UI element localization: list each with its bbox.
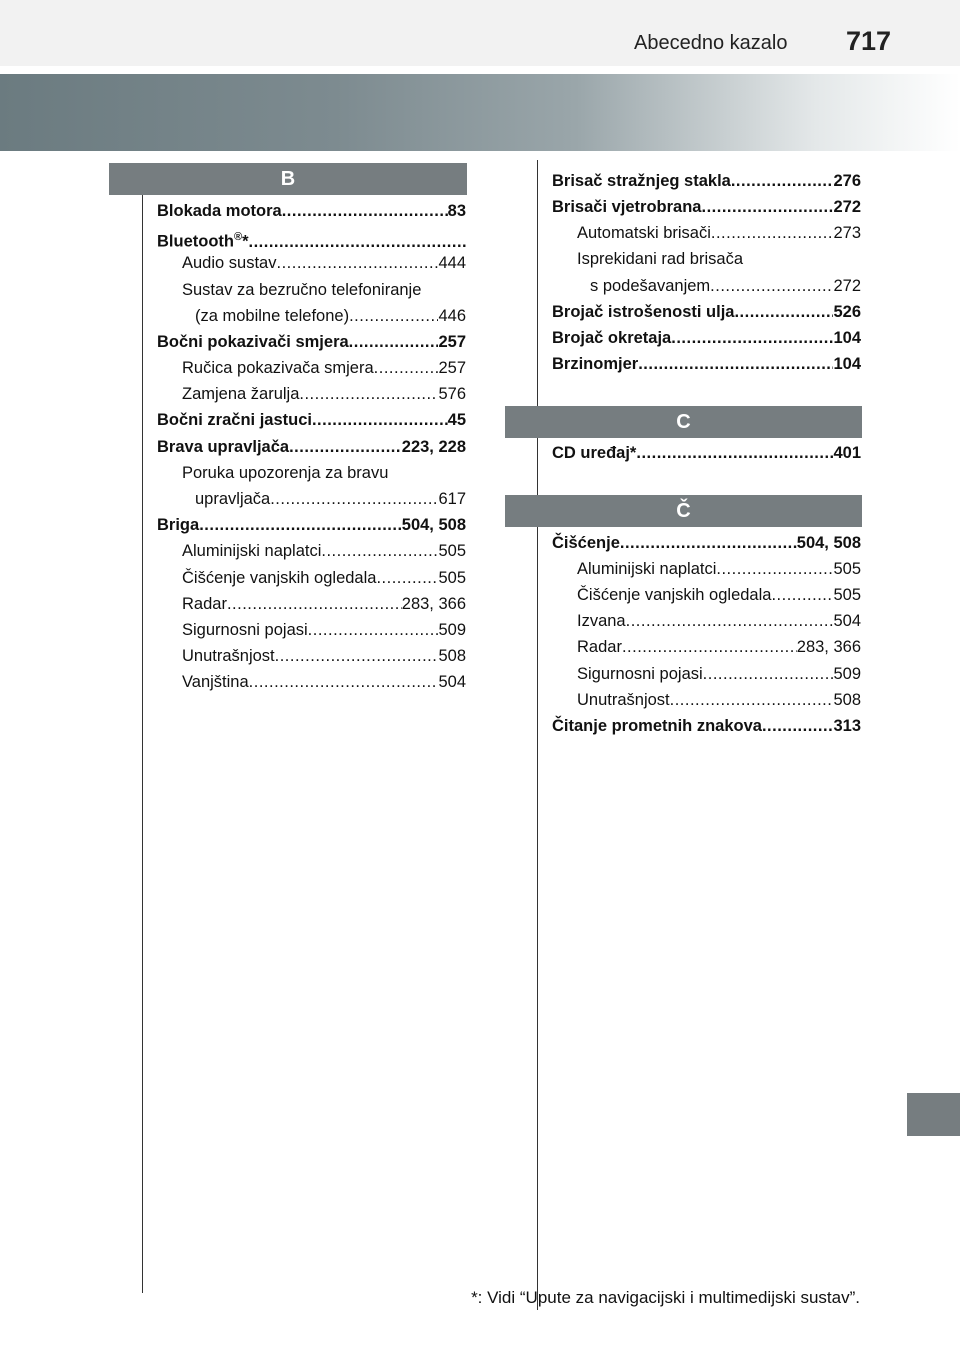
index-subentry: Radar ..... 283, 366 <box>182 591 466 617</box>
section-header-c-caron: Č <box>505 495 862 527</box>
footnote: *: Vidi “Upute za navigacijski i multimedijski sustav”. <box>471 1288 860 1307</box>
index-entry: Brojač okretaja ..... 104 <box>552 325 861 351</box>
index-entry: Čišćenje ..... 504, 508 <box>552 530 861 556</box>
index-entry: Briga ..... 504, 508 <box>157 512 466 538</box>
index-subentry: Izvana ..... 504 <box>577 608 861 634</box>
index-entry: Bočni pokazivači smjera ..... 257 <box>157 329 466 355</box>
index-subentry: Čišćenje vanjskih ogledala ..... 505 <box>182 565 466 591</box>
index-subentry: Unutrašnjost ..... 508 <box>182 643 466 669</box>
header-banner <box>0 74 960 151</box>
index-subentry: Ručica pokazivača smjera ..... 257 <box>182 355 466 381</box>
index-entry: Bluetooth®* ..... <box>157 224 466 255</box>
index-subentry: Audio sustav ..... 444 <box>182 250 466 276</box>
index-subentry: Zamjena žarulja ..... 576 <box>182 381 466 407</box>
index-subentry: Unutrašnjost ..... 508 <box>577 687 861 713</box>
index-entry: Brojač istrošenosti ulja ..... 526 <box>552 299 861 325</box>
index-subentry: Vanjština ..... 504 <box>182 669 466 695</box>
chapter-thumb-tab <box>907 1093 960 1136</box>
index-subentry: Aluminijski naplatci ..... 505 <box>182 538 466 564</box>
index-entry: Čitanje prometnih znakova ..... 313 <box>552 713 861 739</box>
column-divider-left <box>142 193 143 1293</box>
index-subentry: Isprekidani rad brisača <box>577 250 743 268</box>
index-entry: Bočni zračni jastuci ..... 45 <box>157 407 466 433</box>
index-subentry-continued: upravljača ..... 617 <box>195 486 466 512</box>
index-entry: Brisači vjetrobrana ..... 272 <box>552 194 861 220</box>
index-entry: Brava upravljača ..... 223, 228 <box>157 434 466 460</box>
index-subentry: Sustav za bezručno telefoniranje <box>182 281 422 299</box>
index-subentry: Čišćenje vanjskih ogledala ..... 505 <box>577 582 861 608</box>
index-subentry-continued: (za mobilne telefone) ..... 446 <box>195 303 466 329</box>
index-subentry: Aluminijski naplatci ..... 505 <box>577 556 861 582</box>
index-subentry: Automatski brisači ..... 273 <box>577 220 861 246</box>
index-subentry: Sigurnosni pojasi ..... 509 <box>182 617 466 643</box>
index-entry: Brzinomjer ..... 104 <box>552 351 861 377</box>
section-header-b: B <box>109 163 467 195</box>
index-subentry: Poruka upozorenja za bravu <box>182 464 389 482</box>
section-header-c: C <box>505 406 862 438</box>
page-header-title: Abecedno kazalo <box>634 32 788 54</box>
page-number: 717 <box>846 26 892 56</box>
index-entry: CD uređaj* ..... 401 <box>552 440 861 466</box>
column-divider-middle <box>537 160 538 1310</box>
index-subentry: Radar ..... 283, 366 <box>577 634 861 660</box>
index-subentry-continued: s podešavanjem ..... 272 <box>590 273 861 299</box>
index-entry: Blokada motora ..... 83 <box>157 198 466 224</box>
index-subentry: Sigurnosni pojasi ..... 509 <box>577 661 861 687</box>
index-entry: Brisač stražnjeg stakla ..... 276 <box>552 168 861 194</box>
header-bar <box>0 0 960 66</box>
